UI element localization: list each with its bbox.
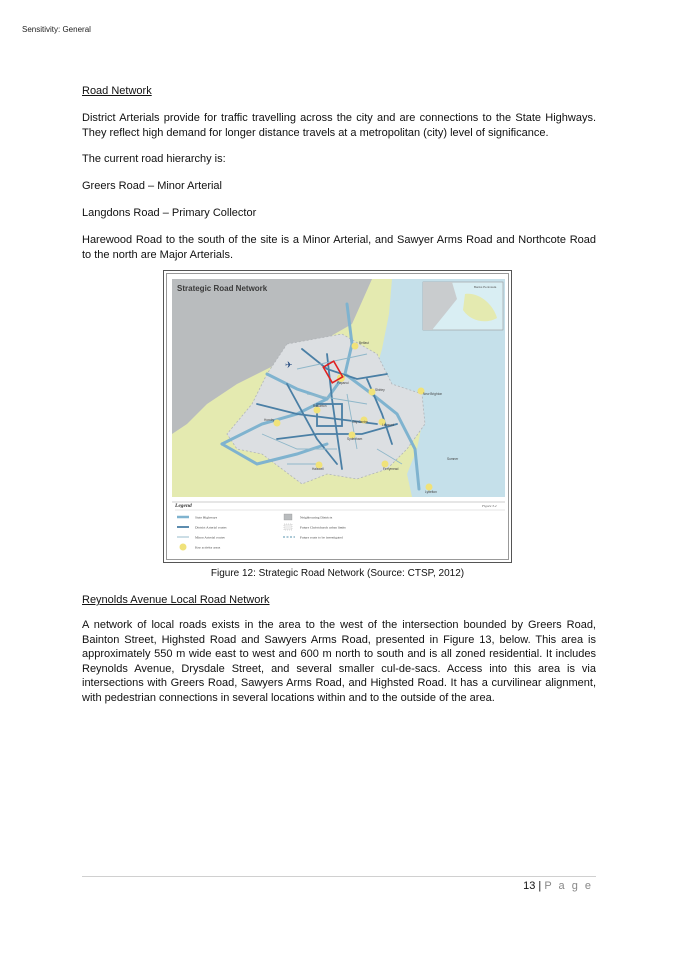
figure-title: Strategic Road Network — [177, 284, 268, 293]
para-reynolds-network: A network of local roads exists in the area to the west of the intersection bounded by Greers Road, Bainton Street, Highsted Road and Sawyers Arms Road, presented in Figure 13, below. This area is approximately 550 m wide east to west and 600 m north to south and is all zoned residential. It includes Reynolds Avenue, Drysdale Street, and several smaller cul-de-sacs. Access into this area is via intersections with Greers Road, Sawyers Arms Road, and Highsted Road. It has a curvilinear alignment, with pedestrian connections in several locations within and to the outside of the area. — [82, 619, 596, 704]
place-label: New Brighton — [423, 392, 443, 396]
inset-label: Banks Peninsula — [474, 285, 497, 289]
place-label: Sumner — [447, 457, 459, 461]
place-label: Hornby — [264, 418, 275, 422]
reynolds-heading: Reynolds Avenue Local Road Network — [82, 594, 270, 606]
footer-divider — [82, 876, 596, 877]
figure-caption: Figure 12: Strategic Road Network (Source: CTSP, 2012) — [210, 568, 465, 579]
legend-item: Future route to be investigated — [300, 535, 343, 540]
page-label: P a g e — [544, 880, 593, 892]
legend-title: Legend — [175, 503, 192, 509]
page-number: 13 — [523, 880, 536, 892]
para-road-hierarchy: The current road hierarchy is: — [82, 153, 226, 165]
page-separator: | — [538, 880, 542, 892]
item-langdons-road: Langdons Road – Primary Collector — [82, 207, 257, 219]
strategic-road-network-figure — [163, 270, 512, 563]
place-label: City Centre — [352, 420, 368, 424]
legend-item: Neighbouring Districts — [300, 515, 333, 520]
legend-swatch — [180, 544, 187, 551]
legend-item: State Highways — [195, 515, 218, 520]
place-label: Sydenham — [347, 437, 363, 441]
road-network-heading: Road Network — [82, 85, 152, 97]
sensitivity-label: Sensitivity: General — [22, 25, 91, 34]
place-label: Shirley — [375, 388, 385, 392]
place-label: Papanui — [337, 381, 349, 385]
airport-icon: ✈ — [285, 361, 293, 371]
figure-ref: Figure 3.2 — [482, 504, 497, 508]
legend-swatch — [284, 514, 292, 520]
legend-item: District Arterial routes — [195, 525, 227, 530]
legend-item: Key activity areas — [195, 545, 221, 550]
place-label: Halswell — [312, 467, 324, 471]
road-network-map — [167, 274, 509, 560]
legend-item: Minor Arterial routes — [195, 535, 225, 540]
place-label: Linwood — [382, 423, 394, 427]
item-greers-road: Greers Road – Minor Arterial — [82, 180, 222, 192]
place-label: Ferrymead — [383, 467, 399, 471]
page-footer — [523, 880, 593, 892]
place-label: Riccarton — [313, 404, 327, 408]
place-label: Lyttelton — [425, 490, 437, 494]
para-district-arterials: District Arterials provide for traffic travelling across the city and are connections to the State Highways. They reflect high demand for longer distance travels at a metropolitan (city) level of significance. — [82, 112, 596, 139]
legend-item: Future Christchurch urban limits — [300, 525, 346, 530]
place-label: Belfast — [359, 341, 369, 345]
legend-swatch — [284, 524, 292, 530]
para-harewood-road: Harewood Road to the south of the site is a Minor Arterial, and Sawyer Arms Road and Northcote Road to the north are Major Arterials. — [82, 234, 596, 261]
